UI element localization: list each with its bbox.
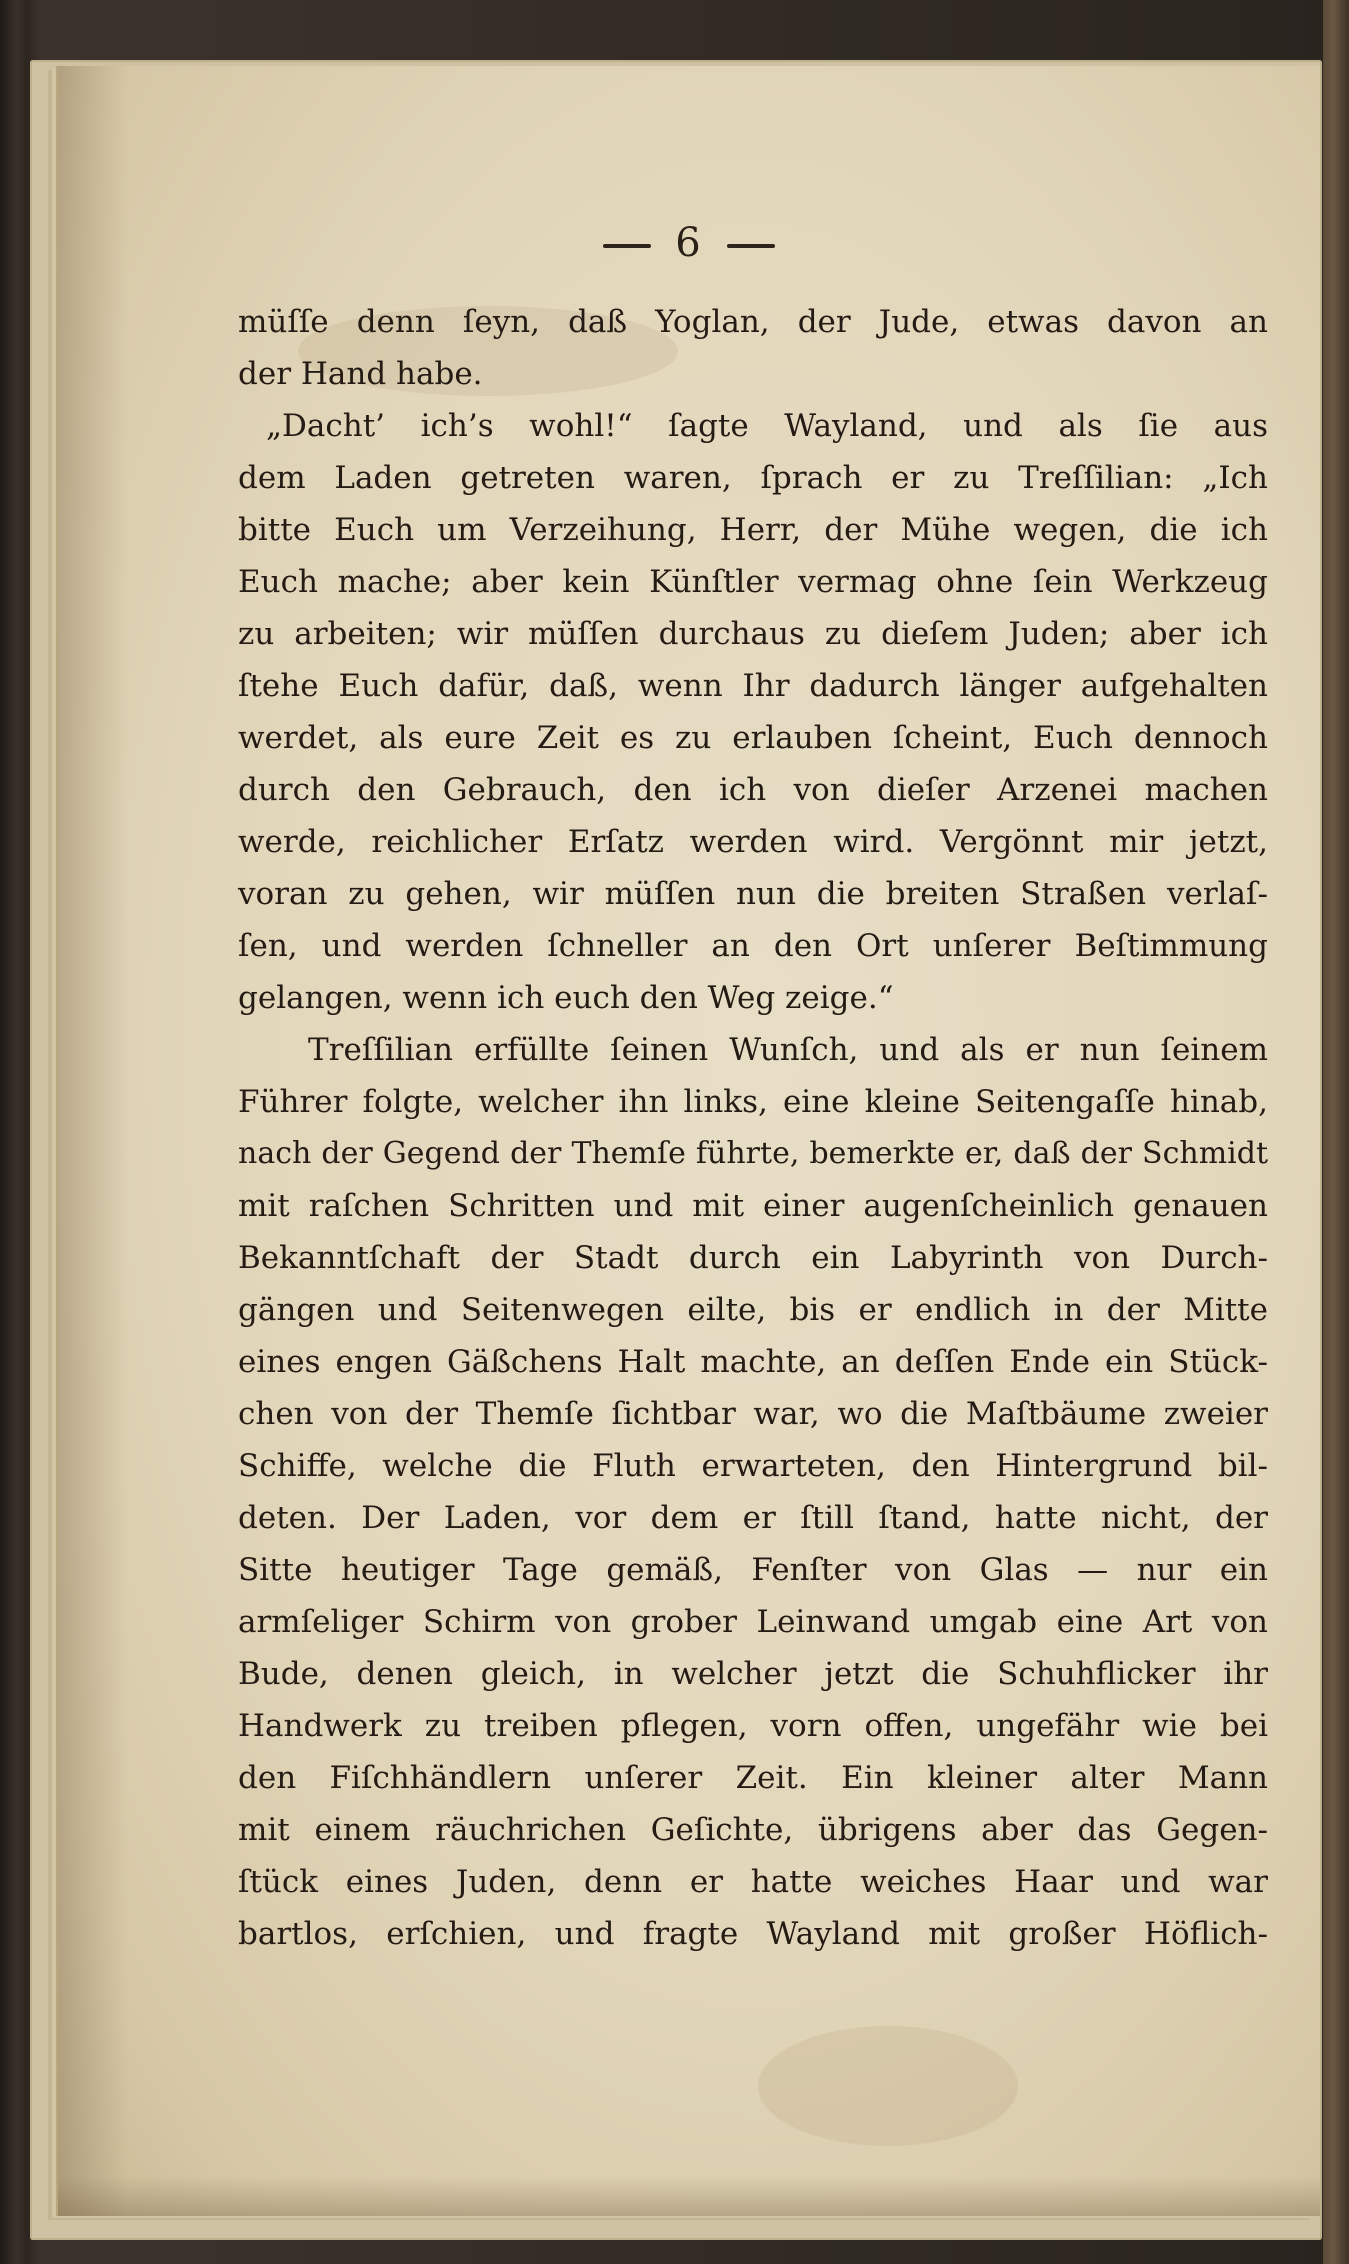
text-line: eines engen Gäßchens Halt machte, an deſſen Ende ein Stück- [238, 1344, 1268, 1380]
text-line: Handwerk zu treiben pflegen, vorn offen, ungefähr wie bei [238, 1708, 1268, 1744]
page-header [58, 220, 1320, 266]
text-line: dem Laden getreten waren, ſprach er zu Treſſilian: „Ich [238, 460, 1268, 496]
text-line: zu arbeiten; wir müſſen durchaus zu dieſem Juden; aber ich [238, 616, 1268, 652]
book-page [58, 66, 1320, 2216]
text-line: deten. Der Laden, vor dem er ſtill ſtand, hatte nicht, der [238, 1500, 1268, 1536]
text-line: durch den Gebrauch, den ich von dieſer Arzenei machen [238, 772, 1268, 808]
text-line: mit raſchen Schritten und mit einer augenſcheinlich genauen [238, 1188, 1268, 1224]
text-line: werdet, als eure Zeit es zu erlauben ſcheint, Euch dennoch [238, 720, 1268, 756]
text-line: ſen, und werden ſchneller an den Ort unſerer Beſtimmung [238, 928, 1268, 964]
text-line: nach der Gegend der Themſe führte, bemerkte er, daß der Schmidt [238, 1136, 1268, 1171]
header-dash-right [727, 244, 775, 248]
text-line: chen von der Themſe ſichtbar war, wo die Maſtbäume zweier [238, 1396, 1268, 1432]
text-line: der Hand habe. [238, 356, 483, 392]
gutter-shadow [58, 66, 128, 2216]
text-line: Sitte heutiger Tage gemäß, Fenſter von Glas — nur ein [238, 1552, 1268, 1588]
text-line: ſtück eines Juden, denn er hatte weiches Haar und war [238, 1864, 1268, 1900]
header-dash-left [603, 244, 651, 248]
text-line: „Dacht’ ich’s wohl!“ ſagte Wayland, und als ſie aus [266, 408, 1268, 444]
text-line: Bude, denen gleich, in welcher jetzt die Schuhflicker ihr [238, 1656, 1268, 1692]
text-line: mit einem räuchrichen Geſichte, übrigens aber das Gegen- [238, 1812, 1268, 1848]
book-cover-edge [1323, 0, 1349, 2264]
text-line: armſeliger Schirm von grober Leinwand umgab eine Art von [238, 1604, 1268, 1640]
text-line: gelangen, wenn ich euch den Weg zeige.“ [238, 980, 894, 1016]
paper-stain [758, 2026, 1018, 2146]
page-number: 6 [675, 220, 703, 266]
text-line: den Fiſchhändlern unſerer Zeit. Ein kleiner alter Mann [238, 1760, 1268, 1796]
text-line: Schiffe, welche die Fluth erwarteten, den Hintergrund bil- [238, 1448, 1268, 1484]
text-line: gängen und Seitenwegen eilte, bis er endlich in der Mitte [238, 1292, 1268, 1328]
text-line: voran zu gehen, wir müſſen nun die breiten Straßen verlaſ- [238, 876, 1268, 912]
text-line: Bekanntſchaft der Stadt durch ein Labyrinth von Durch- [238, 1240, 1268, 1276]
text-line: müſſe denn ſeyn, daß Yoglan, der Jude, etwas davon an [238, 304, 1268, 340]
text-line: Euch mache; aber kein Künſtler vermag ohne ſein Werkzeug [238, 564, 1268, 600]
text-line: werde, reichlicher Erſatz werden wird. Vergönnt mir jetzt, [238, 824, 1268, 860]
text-line: Führer folgte, welcher ihn links, eine kleine Seitengaſſe hinab, [238, 1084, 1268, 1120]
text-line: Treſſilian erfüllte ſeinen Wunſch, und als er nun ſeinem [308, 1032, 1268, 1068]
text-line: bitte Euch um Verzeihung, Herr, der Mühe wegen, die ich [238, 512, 1268, 548]
text-line: ſtehe Euch dafür, daß, wenn Ihr dadurch länger aufgehalten [238, 668, 1268, 704]
bottom-shadow [58, 2176, 1320, 2216]
text-line: bartlos, erſchien, und fragte Wayland mit großer Höflich- [238, 1916, 1268, 1952]
